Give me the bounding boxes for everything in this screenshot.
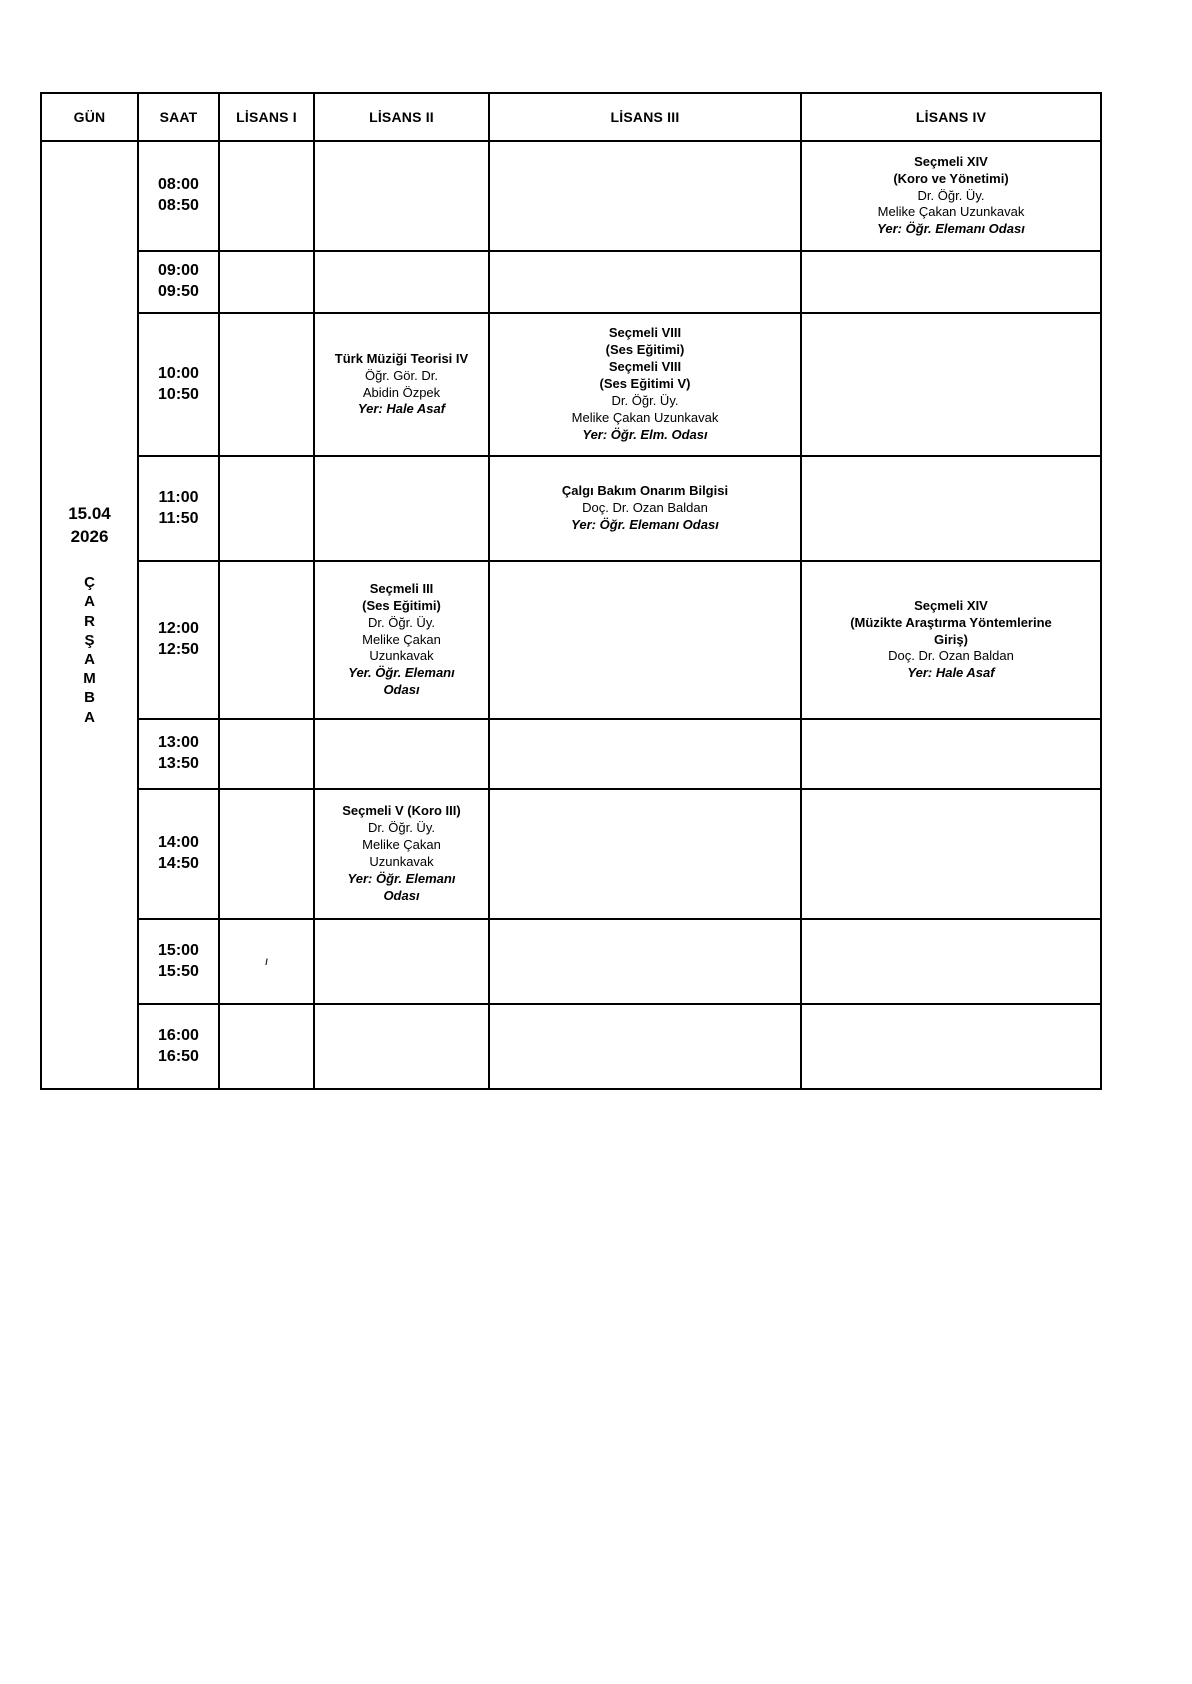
time-cell-1200 bbox=[138, 561, 219, 719]
course-text-line: (Ses Eğitimi) bbox=[605, 342, 685, 358]
cell-lisans2-1500 bbox=[314, 919, 489, 1004]
time-label: 16:00 bbox=[158, 1026, 199, 1044]
day-cell bbox=[41, 141, 138, 1089]
cell-lisans1-0900 bbox=[219, 251, 314, 313]
day-date-line: 15.04 bbox=[68, 504, 111, 524]
cell-lisans4-1600 bbox=[801, 1004, 1101, 1089]
course-text-line: Odası bbox=[383, 682, 420, 698]
cell-lisans4-0900 bbox=[801, 251, 1101, 313]
course-text-line: Uzunkavak bbox=[369, 648, 434, 664]
course-text-line: Melike Çakan bbox=[362, 631, 441, 647]
time-label: 12:00 bbox=[158, 620, 199, 638]
course-text-line: Melike Çakan bbox=[362, 837, 441, 853]
cell-lisans2-1300 bbox=[314, 719, 489, 789]
time-label: 15:50 bbox=[158, 962, 199, 980]
schedule-row-1200 bbox=[41, 561, 1101, 719]
course-text-line: (Koro ve Yönetimi) bbox=[893, 170, 1009, 186]
column-header-lisans-4: LİSANS IV bbox=[801, 93, 1101, 141]
course-text-line: Abidin Özpek bbox=[362, 384, 441, 400]
course-text-line: Doç. Dr. Ozan Baldan bbox=[582, 500, 708, 516]
schedule-row-1600 bbox=[41, 1004, 1101, 1089]
course-text-line: Yer: Öğr. Elemanı bbox=[347, 870, 456, 886]
time-cell-1500 bbox=[138, 919, 219, 1004]
cell-lisans2-0900 bbox=[314, 251, 489, 313]
column-header-saat: SAAT bbox=[138, 93, 219, 141]
time-label: 16:50 bbox=[158, 1047, 199, 1065]
cell-lisans3-1000 bbox=[489, 313, 801, 456]
time-label: 09:50 bbox=[158, 283, 199, 300]
cell-lisans3-1500 bbox=[489, 919, 801, 1004]
course-text-line: Seçmeli III bbox=[369, 580, 434, 596]
course-text-line: Dr. Öğr. Üy. bbox=[917, 187, 985, 203]
course-text-line: Türk Müziği Teorisi IV bbox=[334, 350, 469, 366]
cell-lisans1-1300 bbox=[219, 719, 314, 789]
time-label: 08:50 bbox=[158, 197, 199, 214]
cell-lisans3-1100 bbox=[489, 456, 801, 561]
time-label: 08:00 bbox=[158, 176, 199, 194]
cell-lisans4-1300 bbox=[801, 719, 1101, 789]
course-text-line: Öğr. Gör. Dr. bbox=[365, 367, 438, 383]
time-cell-0800 bbox=[138, 141, 219, 251]
time-cell-1600 bbox=[138, 1004, 219, 1089]
cell-lisans1-1500 bbox=[219, 919, 314, 1004]
cell-lisans2-0800 bbox=[314, 141, 489, 251]
time-label: 13:00 bbox=[158, 734, 199, 752]
day-name-letter: Ş bbox=[84, 631, 95, 649]
course-text-line: Yer: Öğr. Elemanı Odası bbox=[571, 516, 719, 532]
time-label: 14:50 bbox=[158, 855, 199, 872]
schedule-row-1500 bbox=[41, 919, 1101, 1004]
course-text-line: Seçmeli V (Koro III) bbox=[342, 803, 461, 819]
time-cell-1000 bbox=[138, 313, 219, 456]
cell-lisans3-1300 bbox=[489, 719, 801, 789]
course-text-line: Yer: Hale Asaf bbox=[907, 665, 995, 681]
course-text-line: Yer: Öğr. Elm. Odası bbox=[582, 426, 708, 442]
schedule-row-1100 bbox=[41, 456, 1101, 561]
day-date bbox=[46, 503, 133, 549]
cell-lisans2-1000 bbox=[314, 313, 489, 456]
schedule-row-1400 bbox=[41, 789, 1101, 919]
time-label: 11:50 bbox=[158, 509, 199, 527]
course-text-line: (Ses Eğitimi) bbox=[362, 597, 441, 613]
course-text-line: Çalgı Bakım Onarım Bilgisi bbox=[561, 483, 729, 499]
time-cell-1400 bbox=[138, 789, 219, 919]
day-name-letter: A bbox=[84, 593, 95, 611]
course-text-line: (Müzikte Araştırma Yöntemlerine bbox=[850, 614, 1052, 630]
cell-lisans4-0800 bbox=[801, 141, 1101, 251]
day-name-letter: A bbox=[84, 650, 95, 668]
time-label: 09:00 bbox=[158, 262, 199, 280]
course-text-line: Odası bbox=[383, 887, 420, 903]
cell-lisans4-1000 bbox=[801, 313, 1101, 456]
course-text-line: Melike Çakan Uzunkavak bbox=[877, 204, 1025, 220]
course-text-line: Melike Çakan Uzunkavak bbox=[571, 409, 719, 425]
course-text-line: Seçmeli XIV bbox=[914, 597, 988, 613]
cell-lisans3-1600 bbox=[489, 1004, 801, 1089]
course-text-line: Yer: Öğr. Elemanı Odası bbox=[877, 221, 1025, 237]
cell-lisans2-1600 bbox=[314, 1004, 489, 1089]
time-label: 10:50 bbox=[158, 385, 199, 403]
cell-lisans1-1600 bbox=[219, 1004, 314, 1089]
time-label: 10:00 bbox=[158, 364, 199, 382]
column-header-gun: GÜN bbox=[41, 93, 138, 141]
course-text-line: Uzunkavak bbox=[369, 854, 434, 869]
schedule-row-1300 bbox=[41, 719, 1101, 789]
time-label: 14:00 bbox=[158, 834, 199, 852]
schedule-table bbox=[40, 92, 1102, 1090]
cell-lisans1-1000 bbox=[219, 313, 314, 456]
cell-lisans2-1100 bbox=[314, 456, 489, 561]
day-date-line: 2026 bbox=[70, 527, 109, 547]
time-label: 15:00 bbox=[158, 941, 199, 959]
course-text-line: Seçmeli XIV bbox=[914, 153, 988, 169]
cell-lisans1-1100 bbox=[219, 456, 314, 561]
time-label: 12:50 bbox=[158, 641, 199, 658]
cell-lisans4-1100 bbox=[801, 456, 1101, 561]
day-name-letter: Ç bbox=[84, 574, 95, 592]
cell-lisans2-1200 bbox=[314, 561, 489, 719]
course-text-line: Yer. Öğr. Elemanı bbox=[348, 665, 455, 681]
header-row bbox=[41, 93, 1101, 141]
column-header-lisans-1: LİSANS I bbox=[219, 93, 314, 141]
course-text-line: (Ses Eğitimi V) bbox=[599, 376, 691, 392]
day-name-vertical bbox=[46, 573, 133, 727]
cell-lisans3-1400 bbox=[489, 789, 801, 919]
course-text-line: Seçmeli VIII bbox=[608, 325, 682, 341]
cell-lisans4-1400 bbox=[801, 789, 1101, 919]
time-cell-1100 bbox=[138, 456, 219, 561]
column-header-lisans-3: LİSANS III bbox=[489, 93, 801, 141]
schedule-row-0900 bbox=[41, 251, 1101, 313]
cell-lisans1-1400 bbox=[219, 789, 314, 919]
day-name-letter: M bbox=[83, 670, 96, 688]
cell-lisans4-1500 bbox=[801, 919, 1101, 1004]
cell-lisans2-1400 bbox=[314, 789, 489, 919]
day-name-letter: B bbox=[84, 689, 95, 707]
day-name-letter: A bbox=[84, 708, 95, 726]
time-cell-1300 bbox=[138, 719, 219, 789]
course-text-line: Giriş) bbox=[934, 631, 968, 647]
course-text-line: Dr. Öğr. Üy. bbox=[611, 392, 679, 408]
column-header-lisans-2: LİSANS II bbox=[314, 93, 489, 141]
time-label: 13:50 bbox=[158, 755, 199, 772]
course-text-line: Seçmeli VIII bbox=[608, 359, 682, 375]
course-text-line: Dr. Öğr. Üy. bbox=[368, 820, 435, 836]
schedule-row-1000 bbox=[41, 313, 1101, 456]
day-name-letter: R bbox=[84, 612, 95, 630]
course-text-line: Doç. Dr. Ozan Baldan bbox=[888, 648, 1014, 664]
course-text-line: Dr. Öğr. Üy. bbox=[368, 614, 435, 630]
cell-lisans3-0900 bbox=[489, 251, 801, 313]
time-label: 11:00 bbox=[158, 488, 199, 506]
cell-lisans3-1200 bbox=[489, 561, 801, 719]
cell-lisans4-1200 bbox=[801, 561, 1101, 719]
time-cell-0900 bbox=[138, 251, 219, 313]
cell-lisans3-0800 bbox=[489, 141, 801, 251]
cell-lisans1-1200 bbox=[219, 561, 314, 719]
course-text-line: Yer: Hale Asaf bbox=[357, 401, 446, 417]
cell-lisans1-0800 bbox=[219, 141, 314, 251]
schedule-row-0800 bbox=[41, 141, 1101, 251]
course-text-line: ı bbox=[264, 953, 269, 968]
